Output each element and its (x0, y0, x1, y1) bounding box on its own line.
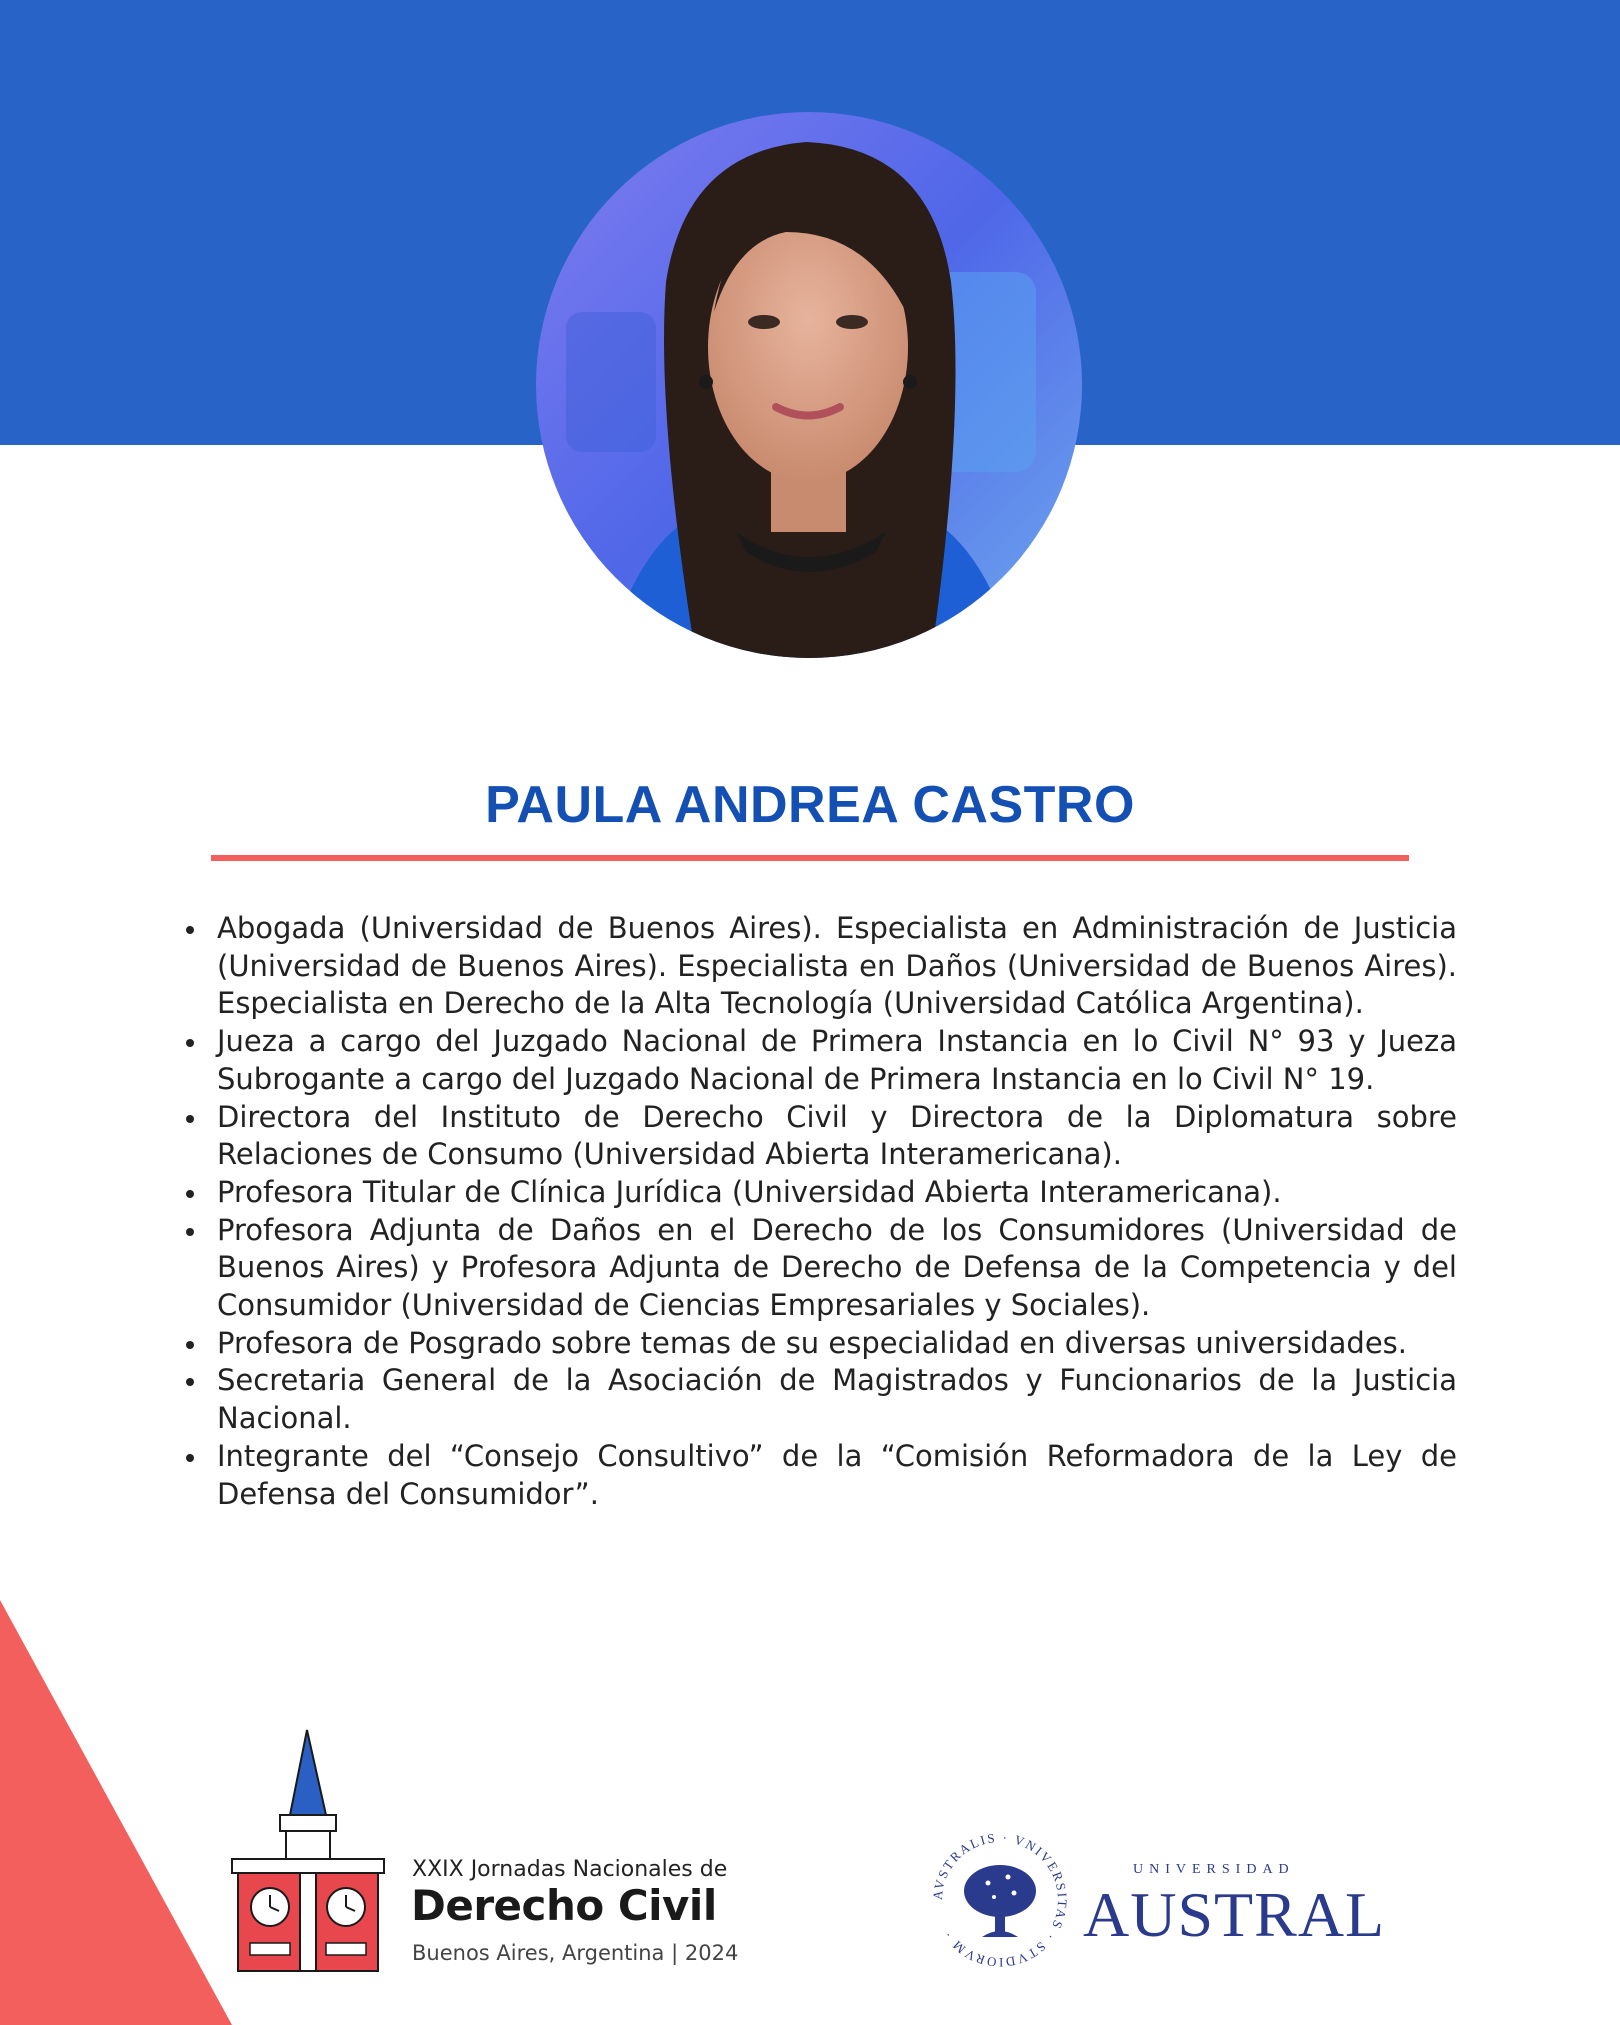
event-location-year: Buenos Aires, Argentina | 2024 (412, 1941, 739, 1965)
university-logo (930, 1825, 1400, 1985)
tree-seal-icon (930, 1825, 1070, 1975)
bio-item-secretaria: Secretaria General de la Asociación de Magistrados y Funcionarios de la Justicia Nacional. (217, 1362, 1457, 1437)
name-divider (211, 855, 1409, 861)
bio-item-posgrado: Profesora de Posgrado sobre temas de su especialidad en diversas universidades. (217, 1325, 1457, 1363)
bio-item-consejo: Integrante del “Consejo Consultivo” de la “Comisión Reformadora de la Ley de Defensa del Consumidor”. (217, 1438, 1457, 1513)
clock-tower-icon (230, 1725, 395, 1975)
university-word: UNIVERSIDAD (1133, 1862, 1295, 1877)
event-title-line2: Derecho Civil (411, 1881, 717, 1930)
bio-item-judge: Jueza a cargo del Juzgado Nacional de Primera Instancia en lo Civil N° 93 y Jueza Subrogante a cargo del Juzgado Nacional de Primera Instancia en lo Civil N° 19. (217, 1023, 1457, 1098)
event-title-line1: XXIX Jornadas Nacionales de (412, 1857, 728, 1882)
seal-text: AVSTRALIS · VNIVERSITAS · STVDIORVM · (930, 1829, 1070, 1971)
event-logo (230, 1725, 790, 1975)
university-name: AUSTRAL (1083, 1879, 1386, 1950)
speaker-portrait (536, 112, 1082, 658)
bio-item-clinica: Profesora Titular de Clínica Jurídica (Universidad Abierta Interamericana). (217, 1174, 1457, 1212)
speaker-name: PAULA ANDREA CASTRO (485, 776, 1135, 834)
corner-red-triangle (0, 1600, 232, 2025)
bio-list (217, 910, 1457, 1513)
bio-item-profesora-adjunta: Profesora Adjunta de Daños en el Derecho de los Consumidores (Universidad de Buenos Aires) y Profesora Adjunta de Derecho de Defensa de la Competencia y del Consumidor (Universidad de Ciencias Empresariales y Sociales). (217, 1212, 1457, 1325)
bio-item-director: Directora del Instituto de Derecho Civil y Directora de la Diplomatura sobre Relaciones de Consumo (Universidad Abierta Interamericana). (217, 1099, 1457, 1174)
bio-item-education: Abogada (Universidad de Buenos Aires). Especialista en Administración de Justicia (Universidad de Buenos Aires). Especialista en Daños (Universidad de Buenos Aires). Especialista en Derecho de la Alta Tecnología (Universidad Católica Argentina). (217, 910, 1457, 1023)
